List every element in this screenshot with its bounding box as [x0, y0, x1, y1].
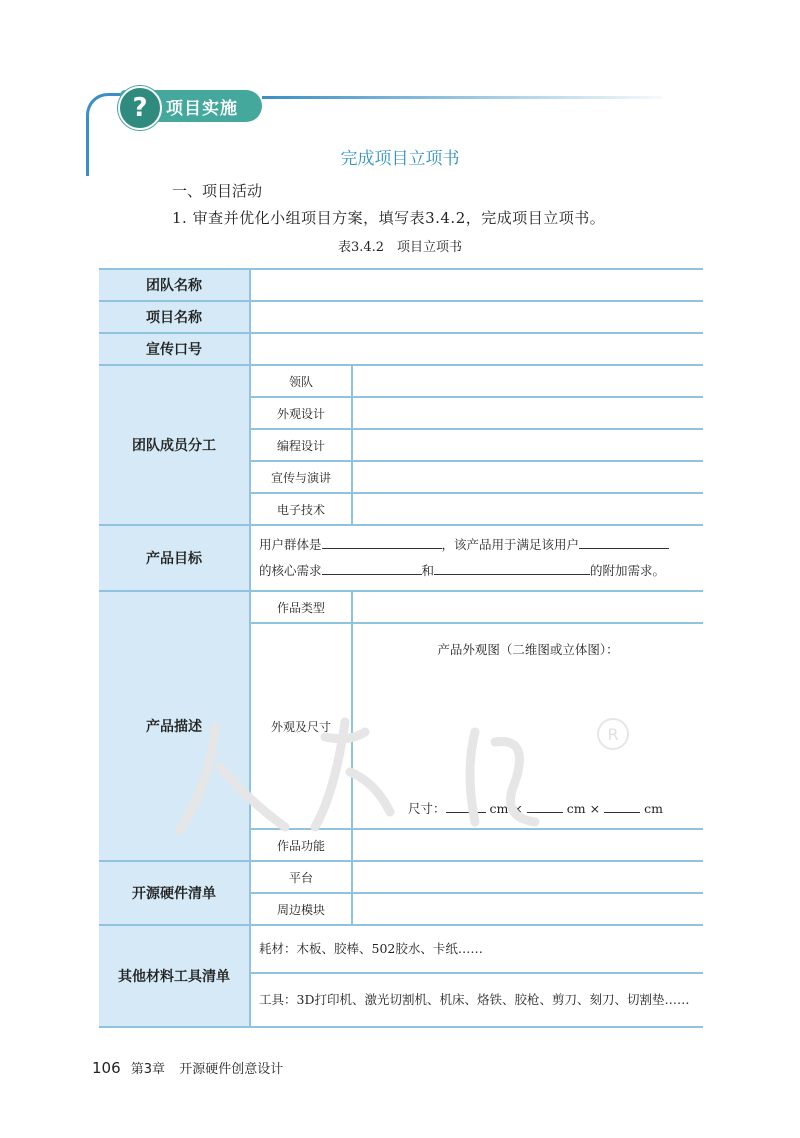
user-blank[interactable] [579, 534, 669, 549]
team-name-label: 团队名称 [99, 269, 250, 301]
desc-type-field[interactable] [352, 591, 703, 623]
page-number: 106 [92, 1059, 121, 1077]
table-row [99, 861, 703, 893]
team-name-field[interactable] [250, 269, 703, 301]
appearance-drawing-area[interactable] [352, 623, 703, 829]
role-label: 外观设计 [250, 397, 352, 429]
size-unit: cm × [489, 801, 523, 816]
header-rule [262, 96, 662, 99]
role-label: 编程设计 [250, 429, 352, 461]
chapter-title: 开源硬件创意设计 [179, 1062, 284, 1077]
tools-text: 工具：3D打印机、激光切割机、机床、烙铁、胶枪、剪刀、刻刀、切割垫…… [250, 973, 703, 1027]
materials-text: 耗材：木板、胶棒、502胶水、卡纸…… [250, 925, 703, 973]
desc-label: 产品描述 [99, 591, 250, 861]
table-row [99, 269, 703, 301]
section-heading: 一、项目活动 [172, 182, 263, 200]
goal-text [250, 525, 703, 591]
chapter-label: 第3章 [130, 1062, 166, 1077]
project-proposal-table [99, 268, 703, 1028]
table-row [99, 365, 703, 397]
hardware-field[interactable] [352, 893, 703, 925]
size-line [408, 798, 663, 817]
hardware-field[interactable] [352, 861, 703, 893]
role-field[interactable] [352, 429, 703, 461]
other-materials-label: 其他材料工具清单 [99, 925, 250, 1027]
table-caption: 表3.4.2 项目立项书 [337, 240, 463, 255]
goal-text-part: ，该产品用于满足该用户 [441, 537, 580, 552]
desc-function-field[interactable] [352, 829, 703, 861]
role-label: 领队 [250, 365, 352, 397]
project-name-field[interactable] [250, 301, 703, 333]
role-field[interactable] [352, 397, 703, 429]
core-need-blank[interactable] [322, 560, 422, 575]
goal-label: 产品目标 [99, 525, 250, 591]
hardware-label: 开源硬件清单 [99, 861, 250, 925]
size-prefix: 尺寸： [408, 801, 446, 816]
members-label: 团队成员分工 [99, 365, 250, 525]
table-row [99, 333, 703, 365]
table-row [99, 925, 703, 973]
role-field[interactable] [352, 365, 703, 397]
instruction-text: 1. 审查并优化小组项目方案，填写表3.4.2，完成项目立项书。 [172, 209, 606, 227]
goal-text-part: 和 [421, 563, 435, 578]
role-field[interactable] [352, 461, 703, 493]
page-title: 完成项目立项书 [340, 149, 460, 169]
table-row [99, 591, 703, 623]
project-name-label: 项目名称 [99, 301, 250, 333]
size-height-blank[interactable] [604, 798, 640, 813]
user-group-blank[interactable] [322, 534, 442, 549]
table-row [99, 301, 703, 333]
table-row [99, 525, 703, 591]
desc-look-label: 外观及尺寸 [250, 623, 352, 829]
slogan-field[interactable] [250, 333, 703, 365]
section-badge-label: 项目实施 [166, 99, 238, 119]
page-footer [92, 1058, 283, 1077]
size-length-blank[interactable] [446, 798, 486, 813]
goal-text-part: 用户群体是 [259, 537, 322, 552]
role-label: 电子技术 [250, 493, 352, 525]
goal-text-part: 的附加需求。 [590, 563, 666, 578]
size-unit: cm × [566, 801, 601, 816]
appearance-title: 产品外观图（二维图或立体图）： [437, 642, 619, 657]
extra-need-blank[interactable] [434, 560, 590, 575]
hardware-row-label: 平台 [250, 861, 352, 893]
slogan-label: 宣传口号 [99, 333, 250, 365]
goal-text-part: 的核心需求 [259, 563, 322, 578]
svg-text:R: R [607, 725, 619, 744]
question-icon: ? [118, 86, 162, 130]
hardware-row-label: 周边模块 [250, 893, 352, 925]
role-label: 宣传与演讲 [250, 461, 352, 493]
size-width-blank[interactable] [527, 798, 563, 813]
desc-type-label: 作品类型 [250, 591, 352, 623]
desc-function-label: 作品功能 [250, 829, 352, 861]
size-unit: cm [644, 801, 663, 816]
role-field[interactable] [352, 493, 703, 525]
